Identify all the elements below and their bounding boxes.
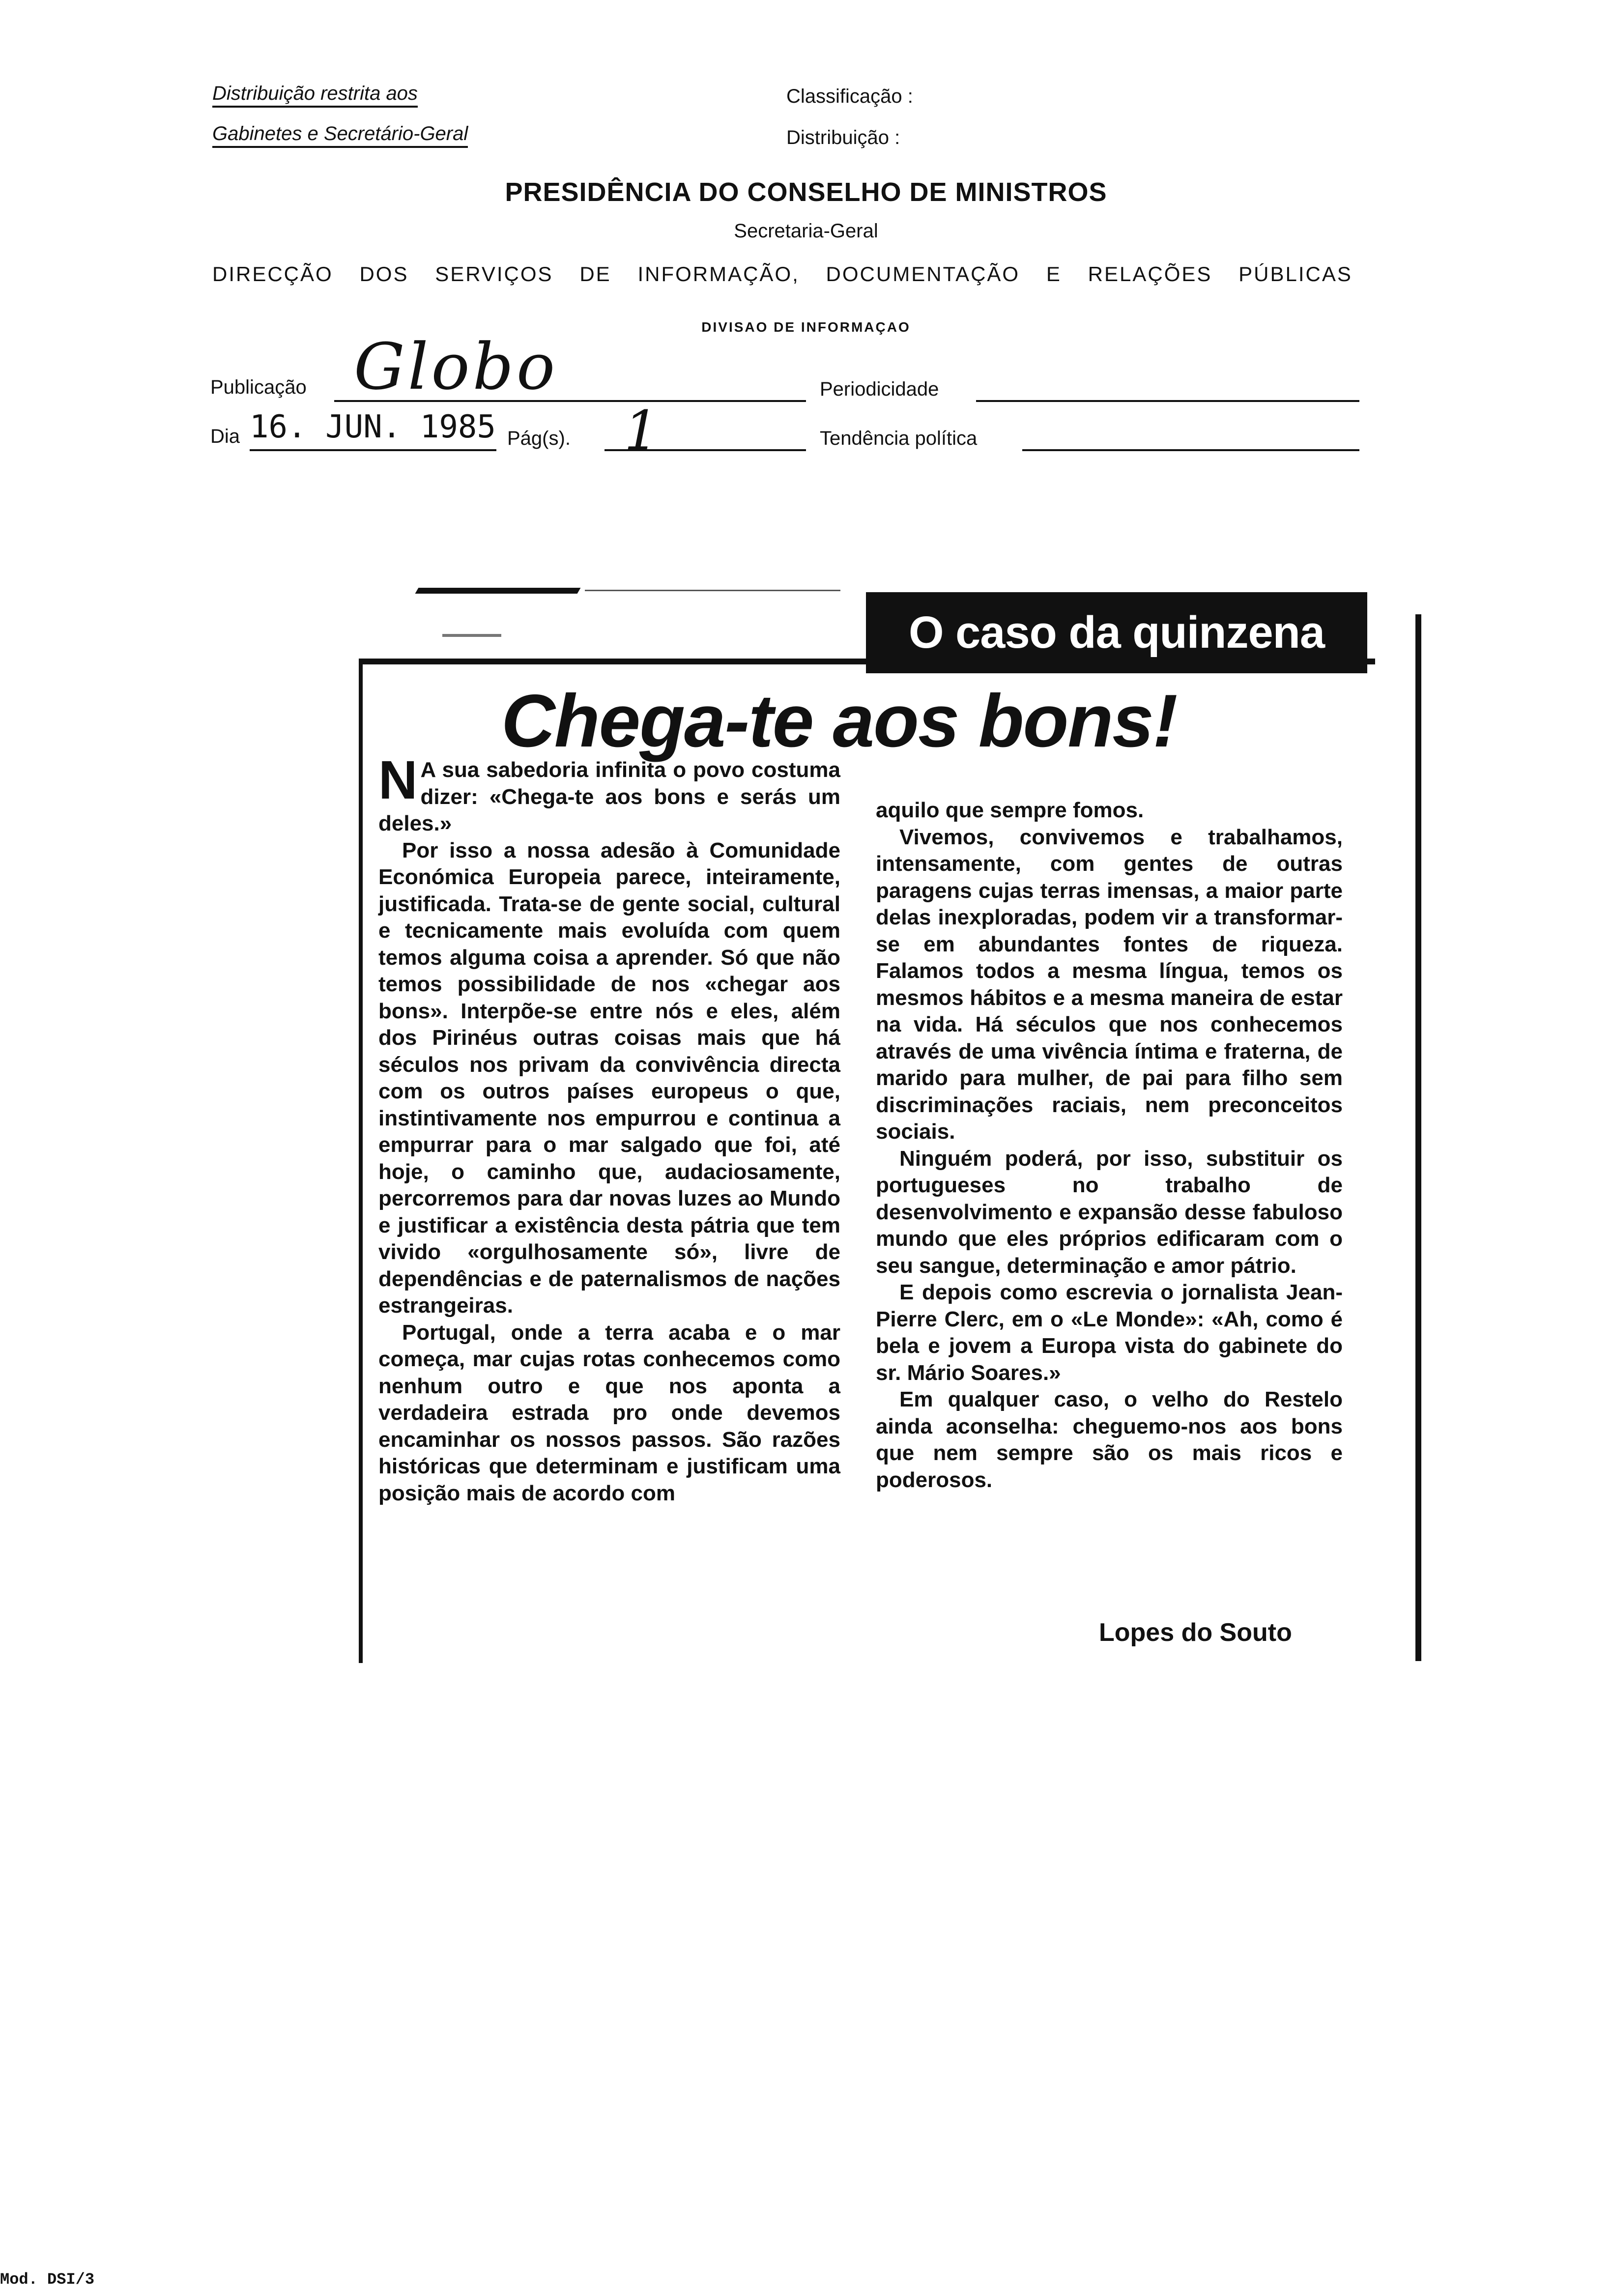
direccao-word: INFORMAÇÃO, xyxy=(637,262,800,286)
article-column-1 xyxy=(378,750,840,1507)
article-paragraph: Vivemos, convivemos e trabalhamos, intensamente, com gentes de outras paragens cujas terras imensas, a maior parte delas inexploradas, podem vir a transformar-se em abundantes fontes de riqueza. Falamos todos a mesma língua, temos os mesmos hábitos e a mesma maneira de estar na vida. Há séculos que nos conhecemos através de uma vivência íntima e fraterna, de marido para mulher, de pai para filho sem discriminações raciais, nem preconceitos sociais. xyxy=(876,825,1343,1144)
scan-smudge xyxy=(442,634,501,637)
pag-label: Pág(s). xyxy=(507,428,571,449)
direccao-word: SERVIÇOS xyxy=(435,262,553,286)
article-headline: Chega-te aos bons! xyxy=(501,679,1177,763)
direccao-word: DE xyxy=(579,262,611,286)
direccao-word: E xyxy=(1046,262,1062,286)
direccao-word: PÚBLICAS xyxy=(1238,262,1353,286)
divisao-informacao: DIVISAO DE INFORMAÇAO xyxy=(701,319,911,335)
article-paragraph xyxy=(378,750,840,837)
article-author: Lopes do Souto xyxy=(1099,1618,1292,1647)
article-column-2 xyxy=(876,797,1343,1493)
tendencia-underline xyxy=(1022,449,1359,451)
publicacao-label: Publicação xyxy=(210,376,307,398)
publicacao-handwritten: Globo xyxy=(354,329,558,404)
clipping-right-bar xyxy=(1415,614,1421,1661)
scan-smudge xyxy=(585,590,840,591)
organization-title: PRESIDÊNCIA DO CONSELHO DE MINISTROS xyxy=(505,177,1107,207)
article-paragraph: Por isso a nossa adesão à Comunidade Económica Europeia parece, inteiramente, justificada. Trata-se de gente social, cultural e tecnicamente mais evoluída com quem temos alguma coisa a aprender. Só que não temos possibilidade de nos «chegar aos bons». Interpõe-se entre nós e eles, além dos Pirinéus outras coisas mais que há séculos nos privam da convivência directa com os outros países europeus o que, instintivamente nos empurrou e continua a empurrar para o mar salgado que foi, até hoje, o caminho que, audaciosamente, percorremos para dar novas luzes ao Mundo e justificar a existência desta pátria que tem vivido «orgulhosamente só», livre de dependências e de paternalismos de nações estrangeiras. xyxy=(378,838,840,1318)
direccao-word: DOCUMENTAÇÃO xyxy=(826,262,1020,286)
paragraph-text: A sua sabedoria infinita o povo costuma dizer: «Chega-te aos bons e serás um deles.» xyxy=(378,758,840,835)
periodicidade-label: Periodicidade xyxy=(820,378,939,400)
dia-label: Dia xyxy=(210,426,240,447)
restricted-distribution-line1: Distribuição restrita aos xyxy=(212,83,418,108)
section-banner: O caso da quinzena xyxy=(866,592,1367,673)
scan-smudge xyxy=(415,588,581,594)
periodicidade-underline xyxy=(976,400,1359,402)
direccao-title xyxy=(212,262,1353,286)
article-paragraph: aquilo que sempre fomos. xyxy=(876,798,1144,822)
article-paragraph: Em qualquer caso, o velho do Restelo ainda aconselha: cheguemo-nos aos bons que nem sempre são os mais ricos e poderosos. xyxy=(876,1387,1343,1492)
dia-stamp: 16. JUN. 1985 xyxy=(250,409,496,445)
article-paragraph: E depois como escrevia o jornalista Jean-Pierre Clerc, em o «Le Monde»: «Ah, como é bela e jovem a Europa vista do gabinete do sr. Mário Soares.» xyxy=(876,1280,1343,1385)
article-paragraph: Ninguém poderá, por isso, substituir os portugueses no trabalho de desenvolvimento e expansão desse fabuloso mundo que eles próprios edificaram com o seu sangue, determinação e amor pátrio. xyxy=(876,1146,1343,1278)
restricted-distribution-line2: Gabinetes e Secretário-Geral xyxy=(212,123,468,148)
dropcap: N xyxy=(378,750,418,810)
classificacao-label: Classificação : xyxy=(786,86,913,107)
distribuicao-label: Distribuição : xyxy=(786,127,900,148)
secretaria-geral: Secretaria-Geral xyxy=(734,220,878,242)
pag-handwritten: 1 xyxy=(624,399,659,462)
direccao-word: DOS xyxy=(359,262,409,286)
form-model-code: Mod. DSI/3 xyxy=(0,2270,95,2289)
direccao-word: RELAÇÕES xyxy=(1088,262,1212,286)
direccao-word: DIRECÇÃO xyxy=(212,262,333,286)
dia-underline xyxy=(250,449,496,451)
tendencia-label: Tendência política xyxy=(820,428,978,449)
article-paragraph: Portugal, onde a terra acaba e o mar começa, mar cujas rotas conhecemos como nenhum outro e que nos aponta a verdadeira estrada pro onde devemos encaminhar os nossos passos. São razões históricas que determinam e justificam uma posição mais de acordo com xyxy=(378,1320,840,1505)
